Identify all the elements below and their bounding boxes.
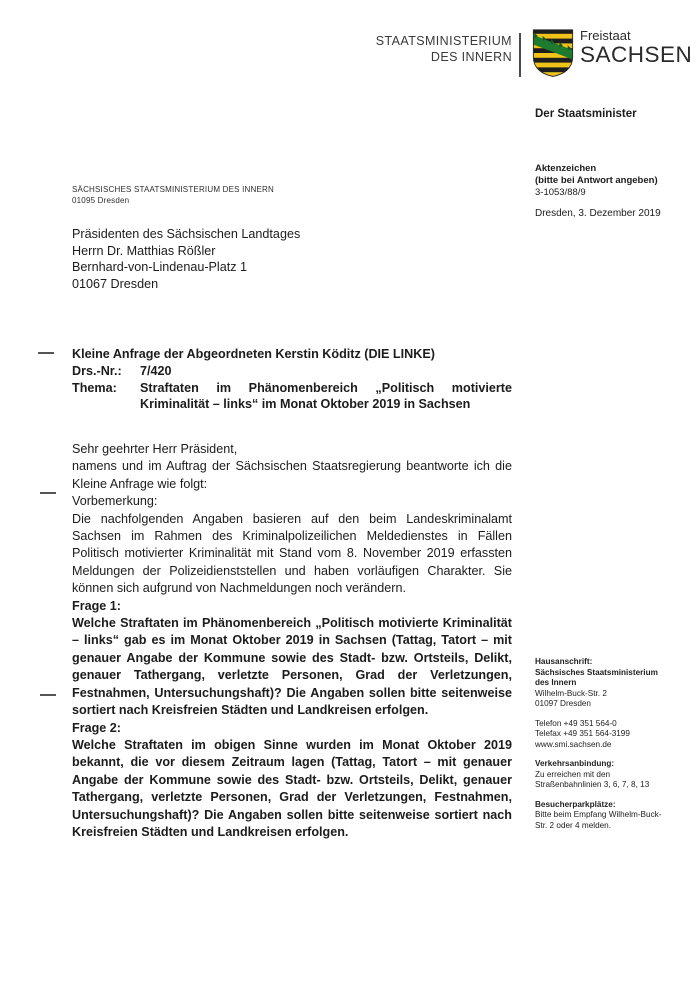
fax-line: Telefax +49 351 564-3199: [535, 729, 630, 738]
salutation: Sehr geehrter Herr Präsident,: [72, 442, 238, 456]
frage1-heading: Frage 1:: [72, 598, 121, 613]
subject-block: [72, 346, 512, 413]
hausanschrift-block: [535, 657, 670, 710]
parking-text: Bitte beim Empfang Wilhelm-Buck-Str. 2 oder 4 melden.: [535, 810, 662, 830]
hausanschrift-label: Hausanschrift:: [535, 657, 593, 666]
ministry-line2: DES INNERN: [430, 50, 512, 64]
transport-text: Zu erreichen mit den Straßenbahnlinien 3, 6, 7, 8, 13: [535, 769, 650, 789]
website-line: www.smi.sachsen.de: [535, 739, 612, 749]
intro-paragraph: namens und im Auftrag der Sächsischen Staatsregierung beantworte ich die Kleine Anfrage wie folgt:: [72, 459, 512, 491]
hausanschrift-city: 01097 Dresden: [535, 699, 591, 708]
punch-mark: [40, 492, 56, 494]
thema-label: Thema:: [72, 380, 117, 395]
letter-body: [72, 441, 512, 841]
parking-block: [535, 800, 670, 832]
drs-value: 7/420: [140, 363, 172, 378]
vorbemerkung-heading: Vorbemerkung:: [72, 494, 158, 509]
state-prefix: Freistaat: [580, 28, 631, 43]
frage2-paragraph: Welche Straftaten im obigen Sinne wurden im Monat Oktober 2019 bekannt, die vor diesem Zeitraum lagen (Tattag, Tatort – mit genauer Angabe der Kommune sowie des Stadt- bzw. Ortsteils, Delikt, genauer Tathergang, verletzte Personen, Grad der Verletzungen, Festnahmen, Untersuchungshaft)? Die Angaben sollen bitte seitenweise sortiert nach Kreisfreien Städten und Landkreisen erfolgen.: [72, 737, 512, 839]
phone-line: Telefon +49 351 564-0: [535, 718, 617, 728]
header-divider: [519, 33, 521, 77]
reference-note: (bitte bei Antwort angeben): [535, 175, 658, 186]
hausanschrift-street: Wilhelm-Buck-Str. 2: [535, 688, 607, 698]
drs-label: Drs.-Nr.:: [72, 363, 122, 378]
fold-mark: [40, 694, 56, 696]
frage1-paragraph: Welche Straftaten im Phänomenbereich „Politisch motivierte Kriminalität – links“ gab es im Monat Oktober 2019 in Sachsen (Tattag, Tatort – mit genauer Angabe der Kommune sowie des Stadt- bzw. Ortsteils, Delikt, genauer Tathergang, verletzte Personen, Grad der Verletzungen, Festnahmen, Untersuchungshaft)? Die Angaben sollen bitte seitenweise sortiert nach Kreisfreien Städten und Landkreisen erfolgen.: [72, 616, 512, 718]
ministry-wordmark: [376, 33, 512, 65]
sender-line: [72, 185, 274, 206]
recipient-line: Bernhard-von-Lindenau-Platz 1: [72, 260, 248, 274]
freistaat-sachsen-wordmark: [580, 29, 692, 66]
hausanschrift-name2: des Innern: [535, 678, 577, 687]
ministry-line1: STAATSMINISTERIUM: [375, 34, 512, 48]
saxony-coat-of-arms-icon: [532, 29, 574, 77]
hausanschrift-name1: Sächsisches Staatsministerium: [535, 667, 658, 677]
parking-label: Besucherparkplätze:: [535, 799, 616, 809]
fold-mark: [38, 352, 54, 354]
state-name: SACHSEN: [580, 42, 693, 67]
vorbemerkung-paragraph: Die nachfolgenden Angaben basieren auf den beim Landeskriminalamt Sachsen im Rahmen des Kriminalpolizeilichen Meldedienstes in Fällen Politisch motivierter Kriminalität mit Stand vom 8. November 2019 erfassten Meldungen der Polizeidienststellen und haben vorläufigen Charakter. Sie können sich aufgrund von Nachmeldungen noch verändern.: [72, 511, 512, 596]
reference-number: 3-1053/88/9: [535, 187, 586, 198]
phone-block: [535, 719, 670, 751]
subject-title: Kleine Anfrage der Abgeordneten Kerstin Köditz (DIE LINKE): [72, 347, 435, 361]
reference-block: [535, 163, 661, 220]
transport-label: Verkehrsanbindung:: [535, 759, 615, 768]
recipient-line: Herrn Dr. Matthias Rößler: [72, 243, 216, 258]
date-line: Dresden, 3. Dezember 2019: [535, 208, 661, 219]
minister-title: Der Staatsminister: [535, 108, 637, 120]
sender-name: SÄCHSISCHES STAATSMINISTERIUM DES INNERN: [72, 185, 274, 194]
recipient-address: [72, 226, 300, 292]
recipient-line: 01067 Dresden: [72, 276, 159, 291]
contact-sidebar: [535, 657, 670, 840]
recipient-line: Präsidenten des Sächsischen Landtages: [72, 227, 301, 241]
sender-city: 01095 Dresden: [72, 195, 130, 205]
reference-label: Aktenzeichen: [535, 163, 597, 174]
transport-block: [535, 759, 670, 791]
frage2-heading: Frage 2:: [72, 720, 121, 735]
thema-value: Straftaten im Phänomenbereich „Politisch motivierte Kriminalität – links“ im Monat Oktober 2019 in Sachsen: [140, 380, 512, 412]
